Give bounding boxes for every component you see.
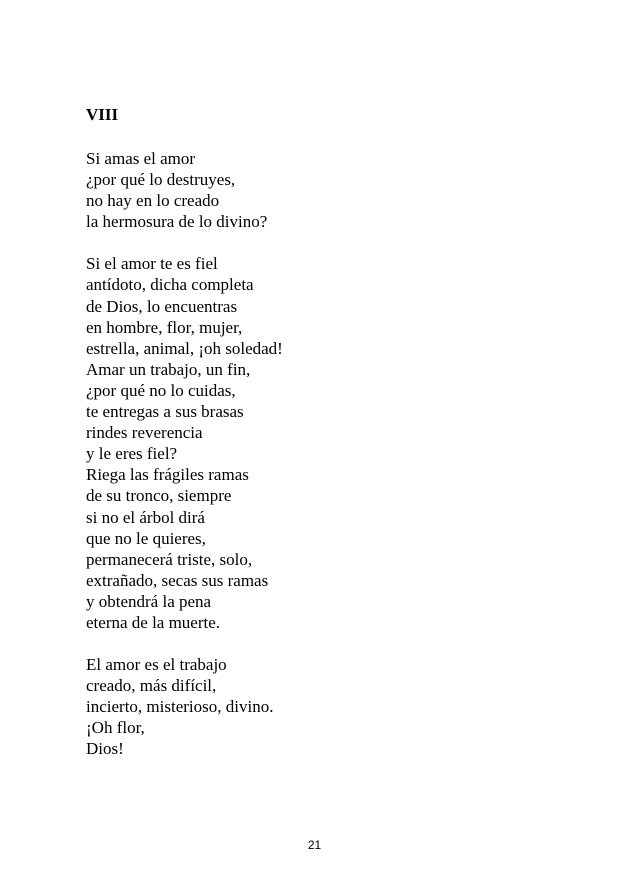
poem-line: de Dios, lo encuentras xyxy=(86,296,238,316)
stanza-2 xyxy=(86,253,586,633)
poem-line: ¿por qué lo destruyes, xyxy=(86,170,236,190)
poem-line: en hombre, flor, mujer, xyxy=(86,317,243,337)
poem-line: El amor es el trabajo xyxy=(86,655,227,675)
poem-line: incierto, misterioso, divino. xyxy=(86,697,274,717)
poem-title: VIII xyxy=(86,105,119,124)
poem-line: Si amas el amor xyxy=(86,149,196,168)
poem-line: Dios! xyxy=(86,739,124,759)
poem-line: estrella, animal, ¡oh soledad! xyxy=(86,338,283,358)
poem-line: Amar un trabajo, un fin, xyxy=(86,359,251,379)
poem-line: Riega las frágiles ramas xyxy=(86,465,249,485)
poem-line: ¡Oh flor, xyxy=(86,718,145,738)
poem-line: rindes reverencia xyxy=(86,423,203,443)
poem-line: no hay en lo creado xyxy=(86,191,220,211)
poem-line: y obtendrá la pena xyxy=(86,591,212,611)
page-number: 21 xyxy=(307,838,322,852)
poem-line: la hermosura de lo divino? xyxy=(86,212,268,232)
poem-line: Si el amor te es fiel xyxy=(86,254,218,274)
poem-line: ¿por qué no lo cuidas, xyxy=(86,380,236,400)
poem xyxy=(86,104,586,781)
poem-line: antídoto, dicha completa xyxy=(86,275,254,295)
poem-line: y le eres fiel? xyxy=(86,444,178,464)
poem-line: eterna de la muerte. xyxy=(86,612,221,632)
poem-line: extrañado, secas sus ramas xyxy=(86,570,269,590)
stanza-3 xyxy=(86,654,586,759)
poem-line: permanecerá triste, solo, xyxy=(86,549,253,569)
stanza-1 xyxy=(86,148,586,232)
poem-line: de su tronco, siempre xyxy=(86,486,232,506)
poem-line: que no le quieres, xyxy=(86,528,206,548)
poem-line: te entregas a sus brasas xyxy=(86,402,244,422)
poem-line: si no el árbol dirá xyxy=(86,507,205,527)
poem-line: creado, más difícil, xyxy=(86,676,217,696)
